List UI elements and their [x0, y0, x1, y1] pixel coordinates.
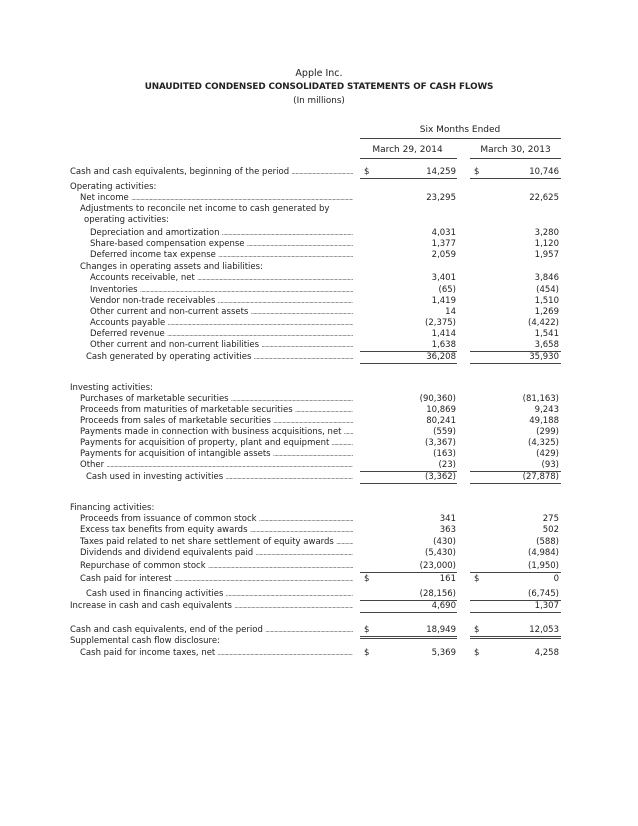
currency-symbol: $ — [474, 574, 480, 584]
table-row — [0, 589, 638, 600]
row-label: Payments for acquisition of property, plant and equipment ..... — [80, 438, 353, 449]
row-label: Repurchase of common stock ..... — [80, 561, 353, 572]
value-2013: (4,422) — [528, 318, 559, 328]
table-row — [0, 250, 638, 261]
value-2013: 10,746 — [529, 167, 559, 177]
table-row — [0, 561, 638, 572]
row-label: Dividends and dividend equivalents paid ..... — [80, 548, 353, 559]
row-label: Net income ..... — [80, 193, 353, 204]
value-2014: 10,869 — [426, 405, 456, 415]
total-rule — [360, 363, 457, 364]
value-2013: 1,510 — [534, 296, 559, 306]
currency-symbol: $ — [364, 167, 370, 177]
value-2014: 2,059 — [431, 250, 456, 260]
value-2013: (4,325) — [528, 438, 559, 448]
total-rule — [360, 612, 457, 613]
units-note: (In millions) — [293, 96, 345, 106]
row-label: Vendor non-trade receivables ..... — [90, 296, 353, 307]
value-2013: 1,120 — [534, 239, 559, 249]
value-2014: 363 — [439, 525, 456, 535]
row-label: Increase in cash and cash equivalents ..... — [70, 601, 353, 612]
value-2014: (90,360) — [419, 394, 456, 404]
table-row — [0, 352, 638, 363]
table-row — [0, 340, 638, 351]
table-row — [0, 427, 638, 438]
row-label: Cash used in financing activities ..... — [86, 589, 353, 600]
value-2014: (163) — [433, 449, 456, 459]
table-row — [0, 307, 638, 318]
value-2013: (299) — [536, 427, 559, 437]
table-row — [0, 636, 638, 647]
value-2014: 1,638 — [431, 340, 456, 350]
value-2014: 4,690 — [431, 601, 456, 611]
currency-symbol: $ — [474, 625, 480, 635]
statement-title: UNAUDITED CONDENSED CONSOLIDATED STATEMENTS OF CASH FLOWS — [144, 82, 494, 92]
currency-symbol: $ — [474, 167, 480, 177]
row-label: Other current and non-current assets ..... — [90, 307, 353, 318]
table-row — [0, 228, 638, 239]
table-row — [0, 537, 638, 548]
value-2014: (3,362) — [425, 472, 456, 482]
table-row — [0, 601, 638, 612]
value-2014: (23,000) — [419, 561, 456, 571]
period-header: Six Months Ended — [419, 125, 501, 135]
row-label: Inventories ..... — [90, 285, 353, 296]
value-2014: 14,259 — [426, 167, 456, 177]
row-label: Payments for acquisition of intangible assets ..... — [80, 449, 353, 460]
column-header-2014: March 29, 2014 — [372, 145, 443, 155]
value-2014: (430) — [433, 537, 456, 547]
value-2013: 35,930 — [529, 352, 559, 362]
value-2014: 1,377 — [431, 239, 456, 249]
company-name: Apple Inc. — [295, 68, 343, 79]
value-2014: 4,031 — [431, 228, 456, 238]
table-row — [0, 548, 638, 559]
value-2014: 3,401 — [431, 273, 456, 283]
value-2014: 36,208 — [426, 352, 456, 362]
value-2013: 502 — [542, 525, 559, 535]
currency-symbol: $ — [364, 648, 370, 658]
currency-symbol: $ — [364, 625, 370, 635]
value-2014: 161 — [439, 574, 456, 584]
row-label: Cash used in investing activities ..... — [86, 472, 353, 483]
value-2013: (27,878) — [522, 472, 559, 482]
row-label: Other current and non-current liabilities ..... — [90, 340, 353, 351]
table-row — [0, 383, 638, 394]
table-row — [0, 182, 638, 193]
row-label: Deferred revenue ..... — [90, 329, 353, 340]
value-2013: (588) — [536, 537, 559, 547]
table-row — [0, 285, 638, 296]
total-rule — [360, 483, 457, 484]
total-rule — [470, 612, 561, 613]
value-2014: (559) — [433, 427, 456, 437]
row-label: Purchases of marketable securities ..... — [80, 394, 353, 405]
value-2013: (454) — [536, 285, 559, 295]
table-row — [0, 262, 638, 273]
table-row — [0, 574, 638, 585]
table-row — [0, 273, 638, 284]
value-2013: 22,625 — [529, 193, 559, 203]
value-2014: 80,241 — [426, 416, 456, 426]
value-2014: (2,375) — [425, 318, 456, 328]
row-label: Other ..... — [80, 460, 353, 471]
value-2013: 1,541 — [534, 329, 559, 339]
row-label: Proceeds from sales of marketable securities ..... — [80, 416, 353, 427]
currency-symbol: $ — [364, 574, 370, 584]
subtotal-rule — [360, 572, 457, 573]
value-2014: 18,949 — [426, 625, 456, 635]
row-label: Financing activities: — [70, 503, 155, 513]
table-row — [0, 239, 638, 250]
value-2014: 23,295 — [426, 193, 456, 203]
value-2013: 1,957 — [534, 250, 559, 260]
table-row — [0, 405, 638, 416]
value-2014: 341 — [439, 514, 456, 524]
value-2013: (6,745) — [528, 589, 559, 599]
value-2014: 14 — [445, 307, 456, 317]
table-row — [0, 193, 638, 204]
row-label: Cash paid for income taxes, net ..... — [80, 648, 353, 659]
total-rule — [470, 483, 561, 484]
row-label: Taxes paid related to net share settlement of equity awards ..... — [80, 537, 353, 548]
row-label: Accounts receivable, net ..... — [90, 273, 353, 284]
value-2013: 9,243 — [534, 405, 559, 415]
row-label: Proceeds from issuance of common stock ..... — [80, 514, 353, 525]
table-row — [0, 514, 638, 525]
table-row — [0, 449, 638, 460]
value-2013: 3,846 — [534, 273, 559, 283]
table-row — [0, 204, 638, 215]
column-header-2013: March 30, 2013 — [480, 145, 551, 155]
value-2013: (81,163) — [522, 394, 559, 404]
row-label: Cash generated by operating activities ..... — [86, 352, 353, 363]
value-2013: (1,950) — [528, 561, 559, 571]
table-row — [0, 460, 638, 471]
table-row — [0, 416, 638, 427]
value-2013: 3,280 — [534, 228, 559, 238]
value-2013: 1,269 — [534, 307, 559, 317]
table-row — [0, 329, 638, 340]
value-2013: 49,188 — [529, 416, 559, 426]
table-row — [0, 318, 638, 329]
row-label: Cash paid for interest ..... — [80, 574, 353, 585]
row-label: Depreciation and amortization ..... — [90, 228, 353, 239]
value-2013: (4,984) — [528, 548, 559, 558]
value-2014: (28,156) — [419, 589, 456, 599]
value-2014: 5,369 — [431, 648, 456, 658]
value-2014: (5,430) — [425, 548, 456, 558]
value-2014: (23) — [438, 460, 456, 470]
row-label: Adjustments to reconcile net income to cash generated by — [80, 204, 330, 214]
table-row — [0, 215, 638, 226]
value-2013: 12,053 — [529, 625, 559, 635]
row-label: Excess tax benefits from equity awards ..... — [80, 525, 353, 536]
value-2013: 275 — [542, 514, 559, 524]
row-label: Payments made in connection with business acquisitions, net ..... — [80, 427, 353, 438]
value-2013: 1,307 — [534, 601, 559, 611]
table-row — [0, 525, 638, 536]
value-2013: 3,658 — [534, 340, 559, 350]
table-row — [0, 503, 638, 514]
table-row — [0, 472, 638, 483]
row-label: Deferred income tax expense ..... — [90, 250, 353, 261]
table-row — [0, 625, 638, 636]
row-label: Cash and cash equivalents, end of the period ..... — [70, 625, 353, 636]
currency-symbol: $ — [474, 648, 480, 658]
value-2013: 0 — [553, 574, 559, 584]
table-row — [0, 167, 638, 178]
table-row — [0, 394, 638, 405]
row-label: Operating activities: — [70, 182, 157, 192]
value-2014: 1,419 — [431, 296, 456, 306]
row-label: Accounts payable ..... — [90, 318, 353, 329]
row-label: Changes in operating assets and liabilities: — [80, 262, 263, 272]
row-label: Cash and cash equivalents, beginning of the period ..... — [70, 167, 353, 178]
value-2013: (429) — [536, 449, 559, 459]
value-2013: 4,258 — [534, 648, 559, 658]
row-label: Share-based compensation expense ..... — [90, 239, 353, 250]
subtotal-rule — [470, 572, 561, 573]
total-rule — [470, 178, 561, 179]
value-2014: 1,414 — [431, 329, 456, 339]
table-row — [0, 648, 638, 659]
row-label: Supplemental cash flow disclosure: — [70, 636, 220, 646]
value-2014: (3,367) — [425, 438, 456, 448]
row-label: Investing activities: — [70, 383, 153, 393]
value-2014: (65) — [438, 285, 456, 295]
table-row — [0, 438, 638, 449]
table-row — [0, 296, 638, 307]
value-2013: (93) — [541, 460, 559, 470]
row-label: Proceeds from maturities of marketable securities ..... — [80, 405, 353, 416]
total-rule — [470, 363, 561, 364]
row-label: operating activities: — [84, 215, 169, 225]
total-rule — [360, 178, 457, 179]
